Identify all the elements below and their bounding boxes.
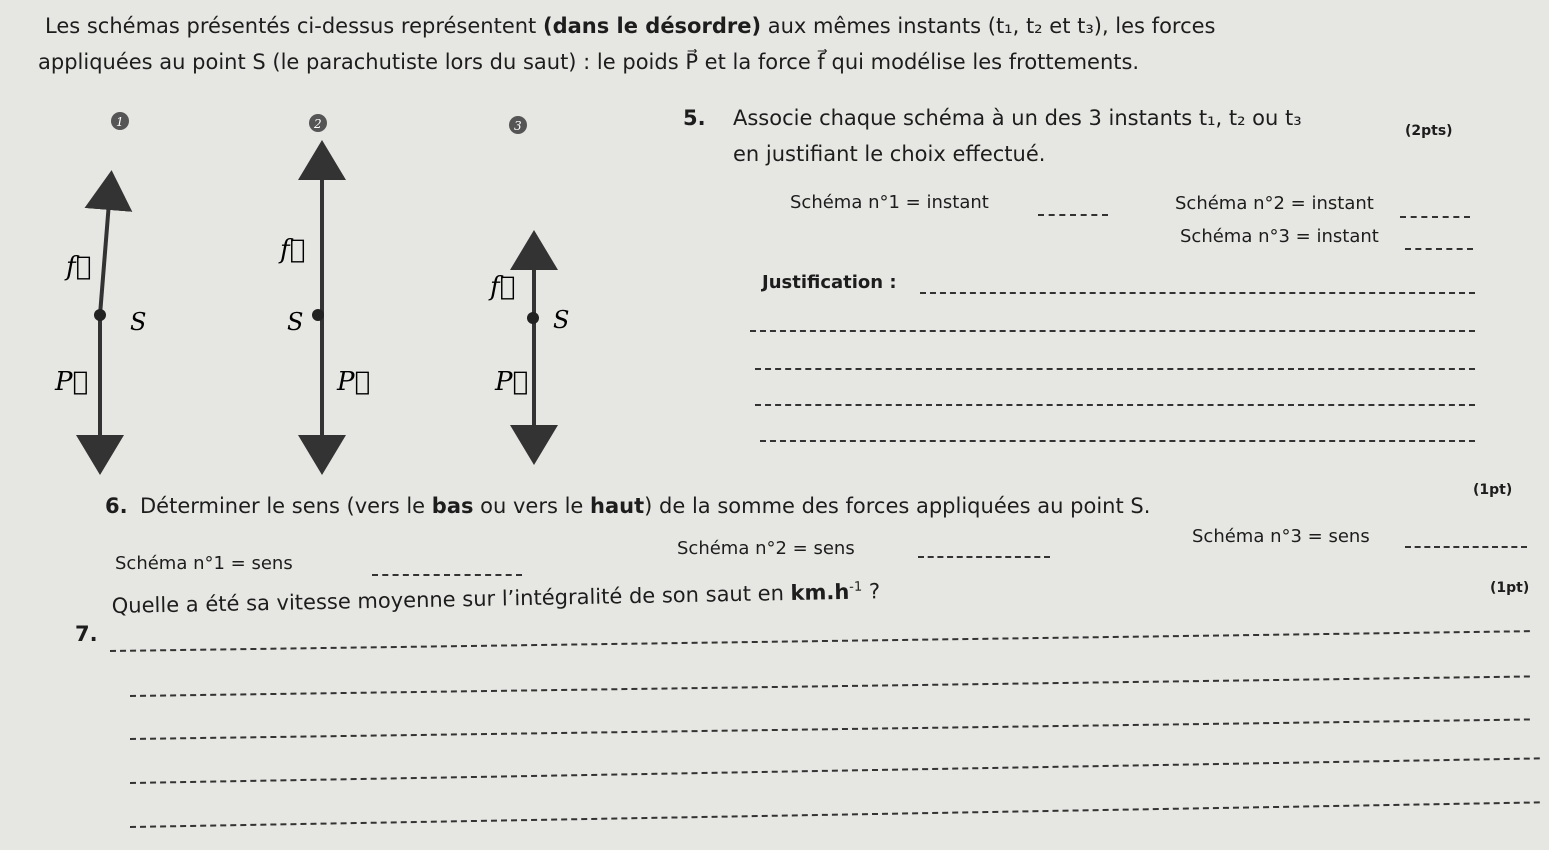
q7-answer-line-3[interactable] xyxy=(130,718,1530,740)
q5-justification-line-4[interactable] xyxy=(755,404,1475,406)
q6-schema-1-sens: Schéma n°1 = sens xyxy=(115,553,293,574)
q6-points: (1pt) xyxy=(1473,482,1513,498)
schema-3 xyxy=(488,116,569,445)
q5-schema-2-instant: Schéma n°2 = instant xyxy=(1175,193,1374,214)
schema-number: 2 xyxy=(314,117,322,131)
point-s-label: S xyxy=(287,308,304,336)
q6-schema-3-sens: Schéma n°3 = sens xyxy=(1192,526,1370,547)
q7-answer-line-2[interactable] xyxy=(130,675,1530,697)
force-p-label: P⃗ xyxy=(495,367,529,397)
q6-schema-1-blank[interactable] xyxy=(372,574,522,576)
q6-number: 6. xyxy=(105,494,128,518)
q6-text: Déterminer le sens (vers le bas ou vers le haut) de la somme des forces appliquées au point S. xyxy=(140,494,1151,518)
q7-answer-line-4[interactable] xyxy=(130,757,1540,784)
q5-justification-label: Justification : xyxy=(762,272,897,293)
q7-answer-line-5[interactable] xyxy=(130,801,1540,828)
q7-answer-line-1[interactable] xyxy=(110,630,1530,652)
intro-line-2: appliquées au point S (le parachutiste lors du saut) : le poids P⃗ et la force f⃗ qui modélise les frottements. xyxy=(38,50,1140,74)
q5-schema-1-blank[interactable] xyxy=(1038,214,1108,216)
force-f-label: f⃗ xyxy=(280,235,306,265)
q5-number: 5. xyxy=(683,106,706,130)
q5-schema-2-blank[interactable] xyxy=(1400,216,1470,218)
force-f-label: f⃗ xyxy=(66,252,92,282)
q5-points: (2pts) xyxy=(1405,123,1453,139)
schema-2 xyxy=(278,114,370,455)
force-f-arrow xyxy=(100,190,110,315)
q5-text-line-2: en justifiant le choix effectué. xyxy=(733,142,1046,166)
q5-schema-3-blank[interactable] xyxy=(1405,248,1473,250)
q5-text-line-1: Associe chaque schéma à un des 3 instants t₁, t₂ ou t₃ xyxy=(733,106,1302,130)
q5-justification-line-3[interactable] xyxy=(755,368,1475,370)
q6-schema-2-blank[interactable] xyxy=(918,556,1050,558)
point-s xyxy=(527,312,539,324)
intro-line-1: Les schémas présentés ci-dessus représentent (dans le désordre) aux mêmes instants (t₁, t₂ et t₃), les forces xyxy=(45,14,1216,38)
q5-schema-1-instant: Schéma n°1 = instant xyxy=(790,192,989,213)
q7-points: (1pt) xyxy=(1490,580,1530,596)
q7-text: Quelle a été sa vitesse moyenne sur l’intégralité de son saut en $km.h^{-1}$ ? xyxy=(111,579,881,618)
point-s xyxy=(312,309,324,321)
q6-schema-3-blank[interactable] xyxy=(1405,546,1527,548)
force-p-label: P⃗ xyxy=(55,367,89,397)
point-s-label: S xyxy=(553,306,570,334)
q7-number: 7. xyxy=(75,622,98,646)
q5-justification-line-2[interactable] xyxy=(750,330,1475,332)
point-s xyxy=(94,309,106,321)
schema-number: 1 xyxy=(116,115,124,129)
q6-schema-2-sens: Schéma n°2 = sens xyxy=(677,538,855,559)
force-p-label: P⃗ xyxy=(337,367,371,397)
q5-schema-3-instant: Schéma n°3 = instant xyxy=(1180,226,1379,247)
point-s-label: S xyxy=(130,308,147,336)
schema-1 xyxy=(54,112,146,455)
force-f-label: f⃗ xyxy=(490,272,516,302)
q5-justification-line-5[interactable] xyxy=(760,440,1475,442)
schema-number: 3 xyxy=(514,119,522,133)
q5-justification-line-1[interactable] xyxy=(920,292,1475,294)
